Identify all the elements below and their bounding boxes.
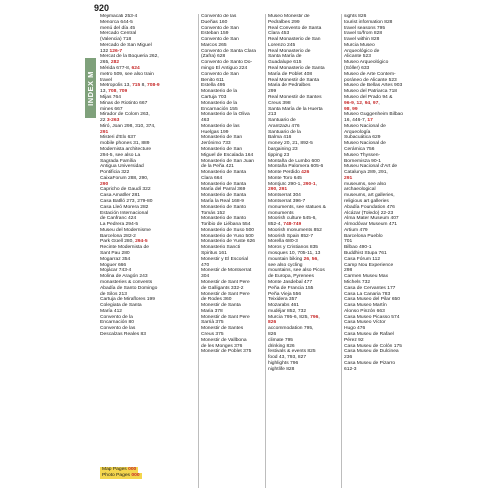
- entry-text: Menorca 644-5: [100, 19, 133, 25]
- entry-text: see also cycling: [268, 262, 303, 268]
- entry-text: 612-3: [344, 366, 357, 372]
- entry-text: Barcelona 282-2: [100, 233, 136, 239]
- entry-text: Descalzas Reales 83: [100, 331, 146, 337]
- entry-text: Monte Jasdebal 477: [268, 279, 313, 285]
- entry-text: Encarnación 155: [201, 106, 238, 112]
- entry-text: Museo de Arte Contem-: [344, 71, 396, 77]
- entry-text: mobile phones 31, 889: [100, 141, 150, 147]
- entry-text: Monestir de Sant Pere: [201, 314, 250, 320]
- entry-text: 13,: [100, 89, 109, 95]
- entry-text: Cartuja de Miraflores 199: [100, 297, 155, 303]
- entry-text: Barcelona Pueblo: [344, 233, 383, 239]
- entry-text: Sagrada Família: [100, 158, 136, 164]
- entry-text: Real Monasterio de Santa: [268, 66, 325, 72]
- entry-text: mines 667: [100, 106, 123, 112]
- entry-text: Peña de Francia 155: [268, 285, 314, 291]
- entry-text: Moorish culture 545-6,: [268, 216, 317, 222]
- entry-text: 265,: [100, 60, 111, 66]
- entry-text: Monasterio de Yuste 626: [201, 239, 256, 245]
- entry-text: bargaining 23: [268, 146, 298, 152]
- page-number: 920: [94, 3, 110, 13]
- entry-text: Casa Fórum 112: [344, 256, 381, 262]
- index-entry: [201, 349, 263, 355]
- highlighted-page-ref: 294-5: [135, 239, 148, 245]
- entry-text: Museo Nacional de: [344, 123, 386, 129]
- entry-text: Alonso Pinzón 663: [344, 308, 385, 314]
- entry-text: Monestir de Poblet 375: [201, 349, 252, 355]
- entry-text: accommodation 795,: [268, 326, 314, 332]
- entry-text: tourist information 828: [344, 19, 393, 25]
- entry-text: Casa Museu de Colón 175: [344, 343, 402, 349]
- highlighted-page-ref: 291: [278, 187, 288, 193]
- entry-text: Monasterio de San: [201, 135, 243, 141]
- entry-text: Park Güell 280,: [100, 239, 136, 245]
- entry-text: Mirador de Colom 263,: [100, 112, 150, 118]
- entry-text: Monasterio de San Juan: [201, 158, 255, 164]
- highlighted-page-ref: 12: [356, 100, 362, 106]
- entry-text: Montaña Palomera 605-6: [268, 164, 324, 170]
- highlighted-page-ref: 708-9: [147, 83, 160, 89]
- entry-text: tipping 23: [268, 152, 290, 158]
- entry-text: Cerámica 756: [344, 146, 375, 152]
- entry-text: Monasterio de Santo: [201, 204, 247, 210]
- entry-text: Moguer 666: [100, 262, 127, 268]
- highlighted-page-ref: 99: [352, 106, 358, 112]
- entry-text: Convento de las: [201, 14, 237, 19]
- highlighted-page-ref: 426: [301, 170, 310, 176]
- entry-text: Convento de San: [201, 71, 239, 77]
- entry-text: Sant Pau 280: [100, 251, 130, 257]
- entry-text: Monestir de Sant Pere: [201, 279, 250, 285]
- entry-text: 16, 446-7,: [344, 118, 368, 124]
- entry-text: mudéjar 852, 732: [268, 308, 307, 314]
- entry-text: nightlife 828: [268, 366, 295, 372]
- entry-text: Convento de las: [100, 326, 136, 332]
- entry-text: Creus 398: [268, 100, 291, 106]
- highlighted-page-ref: 94: [364, 100, 371, 106]
- highlighted-page-ref: 290-1: [303, 181, 316, 187]
- highlighted-page-ref: 715: [132, 83, 141, 89]
- entry-text: Monte Perdido: [268, 170, 302, 176]
- entry-text: Monasterio de Santa: [201, 181, 247, 187]
- entry-text: Montserrat 396-7: [268, 199, 306, 204]
- entry-text: Casa Museu de Dulcinea: [344, 349, 399, 355]
- index-column-2: [198, 14, 265, 488]
- entry-text: religious art galleries: [344, 199, 389, 204]
- entry-text: Real Monestir de Santes: [268, 94, 322, 100]
- entry-text: Convento de San: [201, 37, 239, 43]
- entry-text: metro 509, see also train: [100, 71, 154, 77]
- entry-text: Casa Museu de Pizarro: [344, 360, 396, 366]
- entry-text: Moorish monuments 852: [268, 227, 322, 233]
- entry-text: climate 795: [268, 337, 294, 343]
- entry-text: Arqueología: [344, 129, 371, 135]
- highlighted-page-ref: 26: [303, 256, 310, 262]
- entry-text: Modernista architecture: [100, 146, 152, 152]
- entry-text: Misteri d'Elx 637: [100, 135, 136, 141]
- entry-text: Miguel de Escalada 164: [201, 152, 254, 158]
- entry-text: sights 826: [344, 14, 367, 19]
- entry-text: 132: [100, 48, 110, 54]
- highlighted-page-ref: 708: [108, 89, 117, 95]
- entry-text: María la Real 168-9: [201, 199, 244, 204]
- entry-text: Mogarraz 354: [100, 256, 131, 262]
- entry-text: Monestir de Santa: [201, 303, 241, 309]
- entry-text: Jerónimo 733: [201, 141, 231, 147]
- index-columns: [98, 14, 486, 488]
- entry-text: de les Monges 376: [201, 343, 243, 349]
- entry-text: Monasterio de la: [201, 89, 238, 95]
- entry-text: mingo El Antiguo 224: [201, 66, 248, 72]
- entry-text: Pedralbes 299: [268, 19, 300, 25]
- entry-text: mountain biking: [268, 256, 304, 262]
- entry-text: Arantzazu 476: [268, 123, 300, 129]
- entry-text: Casa Museo Víctor: [344, 320, 386, 326]
- index-section-tab: [85, 58, 96, 118]
- entry-text: Museu Nacional d'Art de: [344, 164, 398, 170]
- entry-text: Casa Museo Picasso 574: [344, 314, 400, 320]
- index-column-1: [98, 14, 198, 488]
- entry-text: Carmen Museu Max: [344, 274, 389, 280]
- entry-text: Colegiata de Santa: [100, 303, 142, 309]
- entry-text: ,: [378, 100, 380, 106]
- entry-text: Benito 611: [201, 77, 225, 83]
- entry-text: ,: [349, 106, 353, 112]
- entry-text: Monestir de Sant Pere: [201, 291, 250, 297]
- entry-text: Maria de Pedralbes: [268, 83, 311, 89]
- entry-text: Mozarabs 461: [268, 303, 299, 309]
- entry-text: Artium 479: [344, 227, 368, 233]
- entry-text: ,: [309, 256, 312, 262]
- entry-text: Huelgas 199: [201, 129, 229, 135]
- entry-text: Casa Museu de Rafael: [344, 331, 394, 337]
- entry-text: travel to/from 828: [344, 31, 383, 37]
- entry-text: Santuario de la: [268, 129, 301, 135]
- highlighted-page-ref: 290: [268, 187, 277, 193]
- entry-text: Casa Museo del Pilar 650: [344, 297, 401, 303]
- entry-text: María del Parral 369: [201, 187, 246, 193]
- entry-text: Buddhist Stupa 761: [344, 251, 387, 257]
- entry-text: Antigua Universidad: [100, 164, 144, 170]
- entry-text: 294-5, see also La: [100, 152, 141, 158]
- entry-text: Museo Monestir de: [268, 14, 310, 19]
- index-entry: [344, 367, 412, 373]
- highlighted-page-ref: 709: [119, 89, 128, 95]
- entry-text: Real Monasterio de: [268, 48, 311, 54]
- entry-text: Montserrat 304: [268, 193, 301, 199]
- entry-text: Monestir de Santes: [201, 326, 244, 332]
- entry-text: La Pedrera 294-5: [100, 222, 139, 228]
- highlighted-page-ref: 96-9: [344, 100, 354, 106]
- entry-text: de Silos 213: [100, 291, 127, 297]
- entry-text: Casa Amatller 281: [100, 193, 140, 199]
- entry-text: Moros y Cristianos 835: [268, 245, 319, 251]
- highlighted-page-ref: 291: [344, 175, 353, 181]
- entry-text: (Sóller) 633: [344, 66, 370, 72]
- entry-text: archaeological: [344, 187, 376, 193]
- entry-text: ,: [353, 100, 357, 106]
- entry-text: 304: [201, 274, 210, 280]
- entry-text: Catalunya 289, 291,: [344, 170, 388, 176]
- entry-text: de la Peña 421: [201, 164, 234, 170]
- entry-text: Toribio de Liébana 554: [201, 222, 251, 228]
- entry-text: Monte Toro 645: [268, 175, 302, 181]
- entry-text: Monasterio de la Oliva: [201, 112, 250, 118]
- entry-text: (Zafra) 628: [201, 54, 226, 60]
- entry-text: Capricho de Gaudí 322: [100, 187, 151, 193]
- entry-text: 852-4,: [268, 222, 284, 228]
- highlighted-page-ref: 56: [311, 256, 318, 262]
- photo-pages-label: Photo Pages: [102, 472, 132, 478]
- entry-text: festivals & events 825: [268, 349, 316, 355]
- entry-text: Museo Arqueológico: [344, 60, 389, 66]
- entry-text: Real Monasterio de San: [268, 37, 321, 43]
- entry-text: Guadalupe 615: [268, 60, 302, 66]
- entry-text: Peña Vieja 556: [268, 291, 302, 297]
- entry-text: Casa Lleó Morera 282: [100, 204, 149, 210]
- entry-text: Pérez 92: [344, 337, 364, 343]
- entry-text: Santa María de: [268, 54, 302, 60]
- entry-text: Monasterio de San: [201, 146, 243, 152]
- entry-text: ,: [318, 314, 320, 320]
- entry-text: museums, see also: [344, 181, 387, 187]
- entry-text: Molina de Aragón 243: [100, 274, 148, 280]
- entry-text: food 43, 793, 827: [268, 355, 307, 361]
- entry-text: Esteban 159: [201, 31, 229, 37]
- entry-text: 298: [344, 268, 353, 274]
- entry-text: Santa María de la Huerta: [268, 106, 323, 112]
- entry-text: CaixaForum 288, 290,: [100, 175, 149, 181]
- entry-text: Alma Mater Museum 407: [344, 216, 399, 222]
- entry-text: Miró, Joan 298, 310, 374,: [100, 123, 156, 129]
- entry-text: Bornemisza 90-1: [344, 158, 381, 164]
- entry-text: Museo del Prado 94 &: [344, 94, 393, 100]
- entry-text: menú del día 45: [100, 25, 136, 31]
- entry-text: highlights 796: [268, 360, 299, 366]
- entry-text: Mercat de la Boqueria 262,: [100, 54, 159, 60]
- entry-text: Bilbao 490-1: [344, 245, 372, 251]
- entry-text: Estella 495: [201, 83, 226, 89]
- highlighted-page-ref: 291: [100, 129, 109, 135]
- entry-text: museums, art galleries,: [344, 193, 395, 199]
- entry-text: Estación Internacional: [100, 210, 149, 216]
- highlighted-page-ref: 624: [131, 66, 140, 72]
- entry-text: Convento de San: [201, 25, 239, 31]
- entry-text: Camp Nou Experience: [344, 262, 394, 268]
- entry-text: Teixidera 357: [268, 297, 298, 303]
- entry-text: Mercado de San Miguel: [100, 42, 152, 48]
- entry-text: 22: [100, 118, 107, 124]
- entry-text: Maria 378: [201, 308, 223, 314]
- entry-text: Casa Batlló 273, 279-80: [100, 199, 153, 204]
- entry-text: 826: [268, 331, 277, 337]
- entry-text: Cartuja 703: [201, 94, 227, 100]
- entry-text: Abadía Foundation 476: [344, 204, 395, 210]
- entry-text: Murcia 795-6, 825,: [268, 314, 311, 320]
- entry-text: Mérida 677-8,: [100, 66, 132, 72]
- entry-text: Subacuática 629: [344, 135, 381, 141]
- index-section-label: INDEX M: [86, 70, 96, 106]
- entry-text: Montjuïc 290-1,: [268, 181, 304, 187]
- entry-text: 236: [344, 355, 353, 361]
- highlighted-page-ref: 126-7: [109, 48, 123, 54]
- entry-text: Marcos 265: [201, 42, 227, 48]
- entry-text: Casa de Cervantes 177: [344, 285, 396, 291]
- entry-text: mosques 10, 705-11, 13: [268, 251, 321, 257]
- entry-text: Alicante 523: [344, 54, 371, 60]
- index-column-4: [341, 14, 414, 488]
- entry-text: Museu del Modernisme: [100, 227, 151, 233]
- entry-text: 470: [201, 262, 210, 268]
- entry-text: Monasterio de las: [201, 123, 240, 129]
- entry-text: Balma 416: [268, 135, 292, 141]
- entry-text: Recinte Modernista de: [100, 245, 149, 251]
- entry-text: Metropolis 13,: [100, 83, 133, 89]
- entry-text: Monasterio de la: [201, 100, 238, 106]
- photo-pages-key: [100, 473, 142, 479]
- entry-text: Spiritus 161: [201, 251, 227, 257]
- entry-text: money 20, 21, 892-5: [268, 141, 313, 147]
- highlighted-page-ref: 17: [367, 118, 373, 124]
- entry-text: monasteries & convents: [100, 279, 153, 285]
- entry-text: María de Poblet 408: [268, 71, 313, 77]
- entry-text: ,: [315, 181, 317, 187]
- entry-text: 701: [344, 239, 353, 245]
- entry-text: Clara 453: [268, 31, 290, 37]
- entry-text: Montaña de Lumbo 600: [268, 158, 320, 164]
- highlighted-page-ref: 3-263: [106, 118, 120, 124]
- entry-text: Museo del Patriarca 718: [344, 89, 398, 95]
- highlighted-page-ref: 98: [344, 106, 350, 112]
- photo-pages-value: 000: [131, 472, 140, 478]
- entry-text: 8,: [140, 83, 148, 89]
- entry-text: Tomás 152: [201, 210, 225, 216]
- entry-text: ,: [370, 100, 373, 106]
- map-pages-value: 000: [128, 467, 137, 472]
- entry-text: Alcázar (Toledo) 22-23: [344, 210, 394, 216]
- entry-text: Clara 664: [201, 175, 223, 181]
- entry-text: Casa La Canaria 783: [344, 291, 391, 297]
- entry-text: Monestir y El Escorial: [201, 256, 249, 262]
- entry-text: travel: [100, 77, 112, 83]
- entry-text: Santuario de: [268, 118, 296, 124]
- entry-text: Museo Thyssen-: [344, 152, 381, 158]
- entry-text: ,: [317, 256, 319, 262]
- index-entry: [268, 367, 339, 373]
- entry-text: de Europa, Pyrenees: [268, 274, 314, 280]
- entry-text: ,: [116, 89, 120, 95]
- entry-text: Monasterio de Yuso 500: [201, 233, 254, 239]
- highlighted-page-ref: 748-749: [283, 222, 302, 228]
- map-pages-label: Map Pages: [102, 467, 129, 472]
- highlighted-page-ref: 97: [372, 100, 379, 106]
- entry-text: de Canfranc 424: [100, 216, 137, 222]
- entry-text: Museo Guggenheim Bilbao: [344, 112, 403, 118]
- entry-text: Monestir de Montserrat: [201, 268, 252, 274]
- entry-text: Monasterio Sancti: [201, 245, 241, 251]
- entry-text: Mijas 764: [100, 94, 121, 100]
- entry-text: Real Convento de Santa: [268, 25, 322, 31]
- index-column-3: [265, 14, 341, 488]
- entry-text: Monestir de Vallbona: [201, 337, 247, 343]
- entry-text: Monasterio de Suso 500: [201, 227, 255, 233]
- entry-text: Murcia Museo: [344, 42, 375, 48]
- entry-text: Pontificia 322: [100, 170, 130, 176]
- entry-text: poráneo de Alicante 523: [344, 77, 397, 83]
- entry-text: Abadía de Santo Domingo: [100, 285, 158, 291]
- page-reference-legend: [100, 467, 180, 479]
- entry-text: Convento de Santa Clara: [201, 48, 256, 54]
- highlighted-page-ref: 826: [268, 320, 277, 326]
- entry-text: 463: [201, 118, 210, 124]
- entry-text: Real Monestir de Santa: [268, 77, 320, 83]
- entry-text: monuments: [268, 210, 294, 216]
- entry-text: drinking 826: [268, 343, 295, 349]
- entry-text: (Valencia) 718: [100, 37, 132, 43]
- entry-text: Mojácar 743-4: [100, 268, 132, 274]
- entry-text: Casa Museo Martín: [344, 303, 387, 309]
- entry-text: Creus 375: [201, 331, 224, 337]
- entry-text: Morella 680-3: [268, 239, 298, 245]
- highlighted-page-ref: 282: [110, 60, 120, 66]
- entry-text: Encarnación 80: [100, 320, 134, 326]
- entry-text: Michels 732: [344, 279, 371, 285]
- entry-text: Minas de Riotinto 667: [100, 100, 148, 106]
- highlighted-page-ref: 290: [100, 181, 109, 187]
- entry-text: mountains, see also Picos: [268, 268, 325, 274]
- entry-text: Hugo 476: [344, 326, 366, 332]
- entry-text: Mercado Central: [100, 31, 137, 37]
- entry-text: Museo Nacional de: [344, 141, 386, 147]
- entry-text: María 412: [100, 308, 123, 314]
- entry-text: Museo de Bellas Artes 903: [344, 83, 403, 89]
- entry-text: 299: [268, 89, 277, 95]
- entry-text: ,: [276, 187, 279, 193]
- entry-text: Monasterio de Santa: [201, 193, 247, 199]
- entry-text: de Rodes 360: [201, 297, 232, 303]
- entry-text: Almodóvar Museum 471: [344, 222, 398, 228]
- entry-text: Moorish Spain 852-7: [268, 233, 314, 239]
- highlighted-page-ref: 796: [310, 314, 319, 320]
- entry-text: travel seasons 795: [344, 25, 386, 31]
- entry-text: Monasterio de Santo: [201, 216, 247, 222]
- entry-text: Sarrià 375: [201, 320, 224, 326]
- entry-text: Mejimacati 253-4: [100, 14, 138, 19]
- index-entry: [100, 332, 196, 338]
- entry-text: Convento de la: [100, 314, 133, 320]
- entry-text: 213: [268, 112, 277, 118]
- entry-text: travel within 828: [344, 37, 380, 43]
- entry-text: Lorenzo 245: [268, 42, 296, 48]
- entry-text: Dueñas 160: [201, 19, 228, 25]
- entry-text: Convento de Santo Do-: [201, 60, 253, 66]
- entry-text: ,: [361, 100, 365, 106]
- entry-text: de Galligants 332-2: [201, 285, 244, 291]
- entry-text: Monasterio de Santa: [201, 170, 247, 176]
- entry-text: Arqueológico de: [344, 48, 380, 54]
- entry-text: monuments, see statues &: [268, 204, 326, 210]
